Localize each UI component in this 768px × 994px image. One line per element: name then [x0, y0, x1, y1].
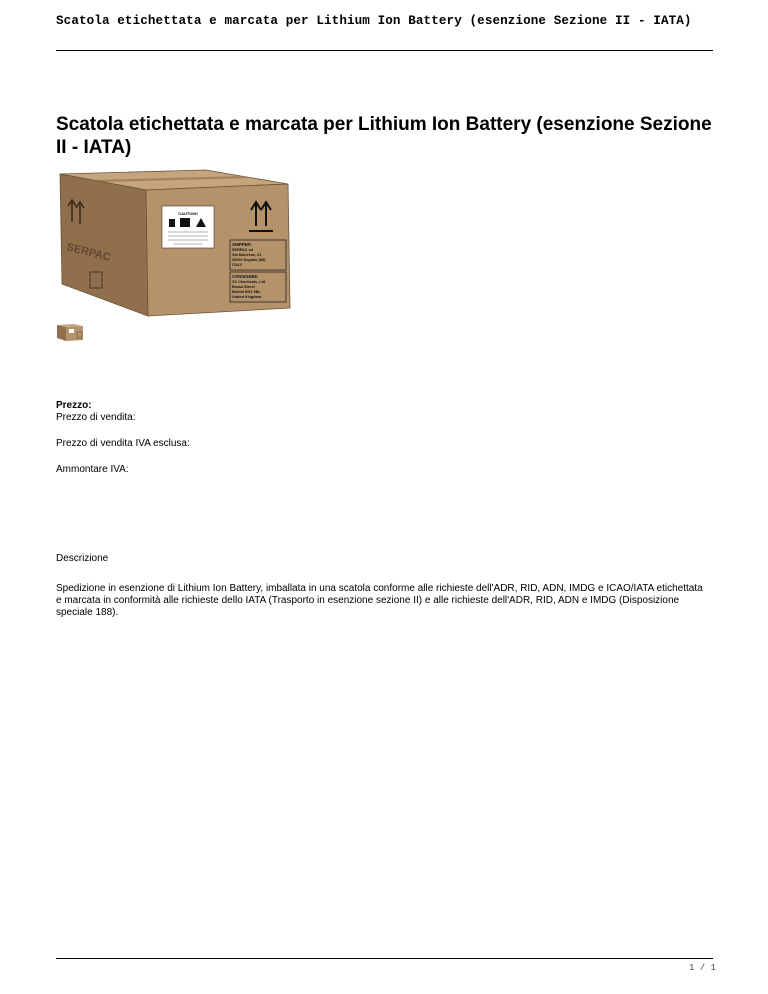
box-front-face — [146, 184, 290, 316]
box-brand-text: SERPAC — [65, 241, 112, 264]
shipper-line-4: ITALY — [232, 263, 243, 267]
page-title: Scatola etichettata e marcata per Lithium Ion Battery (esenzione Sezione II - IATA) — [56, 114, 712, 158]
footer-rule — [56, 958, 713, 959]
thumb-left-face — [57, 325, 66, 341]
consignee-line-2: Broad Street — [232, 285, 255, 289]
caution-label-title: CAUTION! — [178, 211, 198, 216]
shipper-line-3: 20060 Segrate (MI) — [232, 258, 266, 262]
description-body: Spedizione in esenzione di Lithium Ion Battery, imballata in una scatola conforme alle richieste dell'ADR, RID, ADN, IMDG e ICAO/IATA etichettata e marcata in conformità alle richieste dello IATA (Trasporto in esenzione sezione II) e alle richieste dell'ADR, RID, ADN e IMDG (Disposizione speciale 188). — [56, 583, 703, 618]
consignee-line-3: Bristol BS1 9BL — [232, 290, 261, 294]
consignee-line-1: XX Chemicals, Ltd — [232, 280, 266, 284]
page-number: 1 / 1 — [688, 963, 716, 973]
price-block — [56, 400, 190, 476]
consignee-title: CONSIGNEE: — [232, 274, 259, 279]
sale-price-excl-vat-label: Prezzo di vendita IVA esclusa: — [56, 438, 190, 449]
hazard-symbols-icon — [169, 218, 206, 227]
header-rule — [56, 50, 713, 51]
thumb-front-face — [66, 326, 83, 341]
description-heading: Descrizione — [56, 553, 109, 564]
shipper-line-2: Via Monvese, 21 — [232, 253, 262, 257]
vat-amount-label: Ammontare IVA: — [56, 464, 129, 475]
running-header: Scatola etichettata e marcata per Lithium Ion Battery (esenzione Sezione II - IATA) — [56, 14, 692, 28]
sale-price-label: Prezzo di vendita: — [56, 412, 136, 423]
consignee-line-4: United Kingdom — [232, 295, 262, 299]
price-heading: Prezzo: — [56, 400, 92, 411]
product-image — [56, 166, 292, 318]
product-thumbnail[interactable] — [56, 322, 84, 342]
thumb-label — [69, 329, 74, 333]
shipper-line-1: SERPAC srl — [232, 248, 254, 252]
shipper-title: SHIPPER: — [232, 242, 252, 247]
